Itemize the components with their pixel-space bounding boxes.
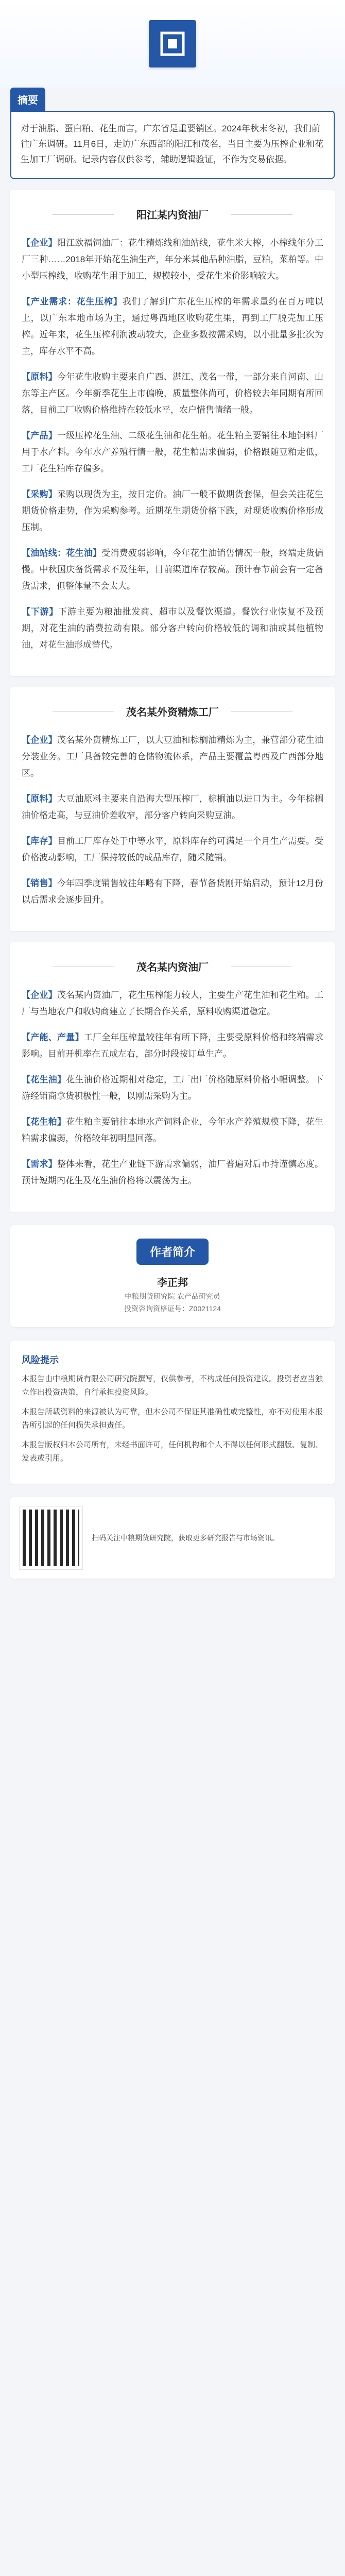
author-name: 李正邦 [157,1277,188,1289]
abstract-tag: 摘要 [10,88,45,111]
paragraph [22,486,323,536]
author-card [10,1225,335,1327]
paragraph [22,235,323,284]
paragraph [22,369,323,418]
paragraph [22,294,323,360]
abstract-box [10,111,335,179]
logo-icon [158,29,187,59]
paragraph [22,1072,323,1105]
brand-logo [149,20,196,67]
paragraph [22,732,323,782]
abstract-text: 对于油脂、蛋白粕、花生而言，广东省是重要销区。2024年秋末冬初，我们前往广东调研。11月6日，走访广东西部的阳江和茂名，当日主要为压榨企业和花生加工厂调研。记录内容仅供参考，辅助逻辑验证，不作为交易依据。 [21,124,324,164]
para-text: 今年花生收购主要来自广西、湛江、茂名一带，一部分来自河南、山东等主产区。今年新季花生上市偏晚，质量整体尚可，价格较去年同期有所回落，目前工厂收购价格维持在较低水平，农户惜售情绪一般。 [22,372,324,415]
author-org: 中粮期货研究院 农产品研究员 [125,1292,220,1300]
para-lead: 【企业】 [22,990,57,1000]
para-lead: 【企业】 [22,238,57,248]
para-lead: 【库存】 [22,836,57,846]
para-lead: 【企业】 [22,735,57,745]
para-text: 整体来看，花生产业链下游需求偏弱，油厂普遍对后市持谨慎态度。预计短期内花生及花生油价格将以震荡为主。 [22,1159,324,1185]
section-title: 茂名某外资精炼工厂 [22,704,323,719]
para-lead: 【原料】 [22,372,57,382]
paragraph [22,875,323,908]
para-lead: 【油站线：花生油】 [22,548,102,558]
para-text: 采购以现货为主，按日定价。油厂一般不做期货套保，但会关注花生期货价格走势，作为采购参考。近期花生期货价格下跌，对现货收购价格形成压制。 [22,489,324,532]
para-text: 今年四季度销售较往年略有下降，春节备货刚开始启动，预计12月份以后需求会逐步回升。 [22,878,323,905]
paragraph [22,987,323,1020]
paragraph [22,833,323,866]
risk-paragraph: 本报告由中粮期货有限公司研究院撰写，仅供参考，不构成任何投资建议。投资者应当独立作出投资决策，自行承担投资风险。 [22,1375,323,1397]
para-text: 阳江欧福饲油厂：花生精炼线和油站线，花生米大榨，小榨线年分工厂三种……2018年开始花生油生产，年分米其他品种油脂，豆粕，菜粕等。中小型压榨线，收购花生用于加工，规模较小，受花生米价影响较大。 [22,238,324,281]
para-lead: 【采购】 [22,489,57,499]
para-text: 一级压榨花生油、二级花生油和花生粕。花生粕主要销往本地饲料厂用于水产料。今年水产养殖行情一般，花生粕需求偏弱，价格跟随豆粕走低，工厂花生粕库存偏多。 [22,431,324,473]
para-lead: 【花生油】 [22,1075,66,1084]
para-text: 下游主要为粮油批发商、超市以及餐饮渠道。餐饮行业恢复不及预期，对花生油的消费拉动有限。部分客户转向价格较低的调和油或其他植物油，对花生油形成替代。 [22,607,323,650]
section-yangjiang [10,190,335,676]
para-text: 目前工厂库存处于中等水平，原料库存约可满足一个月生产需要。受价格波动影响，工厂保持较低的成品库存，随采随销。 [22,836,324,862]
para-text: 花生油价格近期相对稳定，工厂出厂价格随原料价格小幅调整。下游经销商拿货积极性一般，以刚需采购为主。 [22,1075,324,1101]
risk-paragraph: 本报告所载资料的来源被认为可靠，但本公司不保证其准确性或完整性，亦不对使用本报告所引起的任何损失承担责任。 [22,1408,323,1430]
para-lead: 【产能、产量】 [22,1032,84,1042]
paragraph [22,604,323,653]
header-banner [0,0,345,88]
para-text: 花生粕主要销往本地水产饲料企业，今年水产养殖规模下降，花生粕需求偏弱，价格较年初明显回落。 [22,1117,324,1143]
risk-title: 风险提示 [22,1355,59,1365]
paragraph [22,1029,323,1062]
qr-text: 扫码关注中粮期货研究院，获取更多研究报告与市场资讯。 [92,1534,279,1542]
qr-code-icon[interactable] [20,1506,82,1569]
paragraph [22,545,323,595]
section-maoming-domestic [10,942,335,1212]
qr-section [10,1497,335,1579]
para-text: 受消费疲弱影响，今年花生油销售情况一般，终端走货偏慢。中秋国庆备货需求不及往年，目前渠道库存较高。预计春节前会有一定备货需求，但整体量不会太大。 [22,548,324,591]
paragraph [22,1114,323,1147]
section-maoming-foreign [10,687,335,931]
author-cert: 投资咨询资格证号：Z0021124 [124,1304,221,1313]
section-title: 阳江某内资油厂 [22,207,323,222]
para-text: 我们了解到广东花生压榨的年需求量约在百万吨以上，以广东本地市场为主，通过粤西地区收购花生果，再到工厂脱壳加工压榨。近年来，花生压榨利润波动较大，企业多数按需采购，以小批量多批次为主，库存水平不高。 [22,297,323,356]
para-text: 茂名某外资精炼工厂，以大豆油和棕榈油精炼为主，兼营部分花生油分装业务。工厂具备较完善的仓储物流体系，产品主要覆盖粤西及广西部分地区。 [22,735,324,778]
para-lead: 【产业需求：花生压榨】 [22,297,123,307]
para-lead: 【产品】 [22,431,57,440]
para-lead: 【需求】 [22,1159,57,1169]
para-text: 大豆油原料主要来自沿海大型压榨厂，棕榈油以进口为主。今年棕榈油价格走高，与豆油价差收窄，部分客户转向采购豆油。 [22,794,324,820]
para-lead: 【销售】 [22,878,57,888]
paragraph [22,1156,323,1189]
para-text: 工厂全年压榨量较往年有所下降，主要受原料价格和终端需求影响。目前开机率在五成左右，部分时段按订单生产。 [22,1032,324,1059]
section-title: 茂名某内资油厂 [22,959,323,974]
paragraph [22,428,323,477]
author-tag: 作者简介 [136,1239,209,1265]
risk-paragraph: 本报告版权归本公司所有，未经书面许可，任何机构和个人不得以任何形式翻版、复制、发表或引用。 [22,1440,323,1463]
abstract-block [10,88,335,179]
para-lead: 【原料】 [22,794,57,804]
para-lead: 【下游】 [22,607,59,617]
para-text: 茂名某内资油厂，花生压榨能力较大，主要生产花生油和花生粕。工厂与当地农户和收购商建立了长期合作关系，原料收购渠道稳定。 [22,990,324,1016]
paragraph [22,791,323,824]
author-header [23,1239,322,1265]
para-lead: 【花生粕】 [22,1117,66,1127]
risk-disclaimer [10,1341,335,1484]
